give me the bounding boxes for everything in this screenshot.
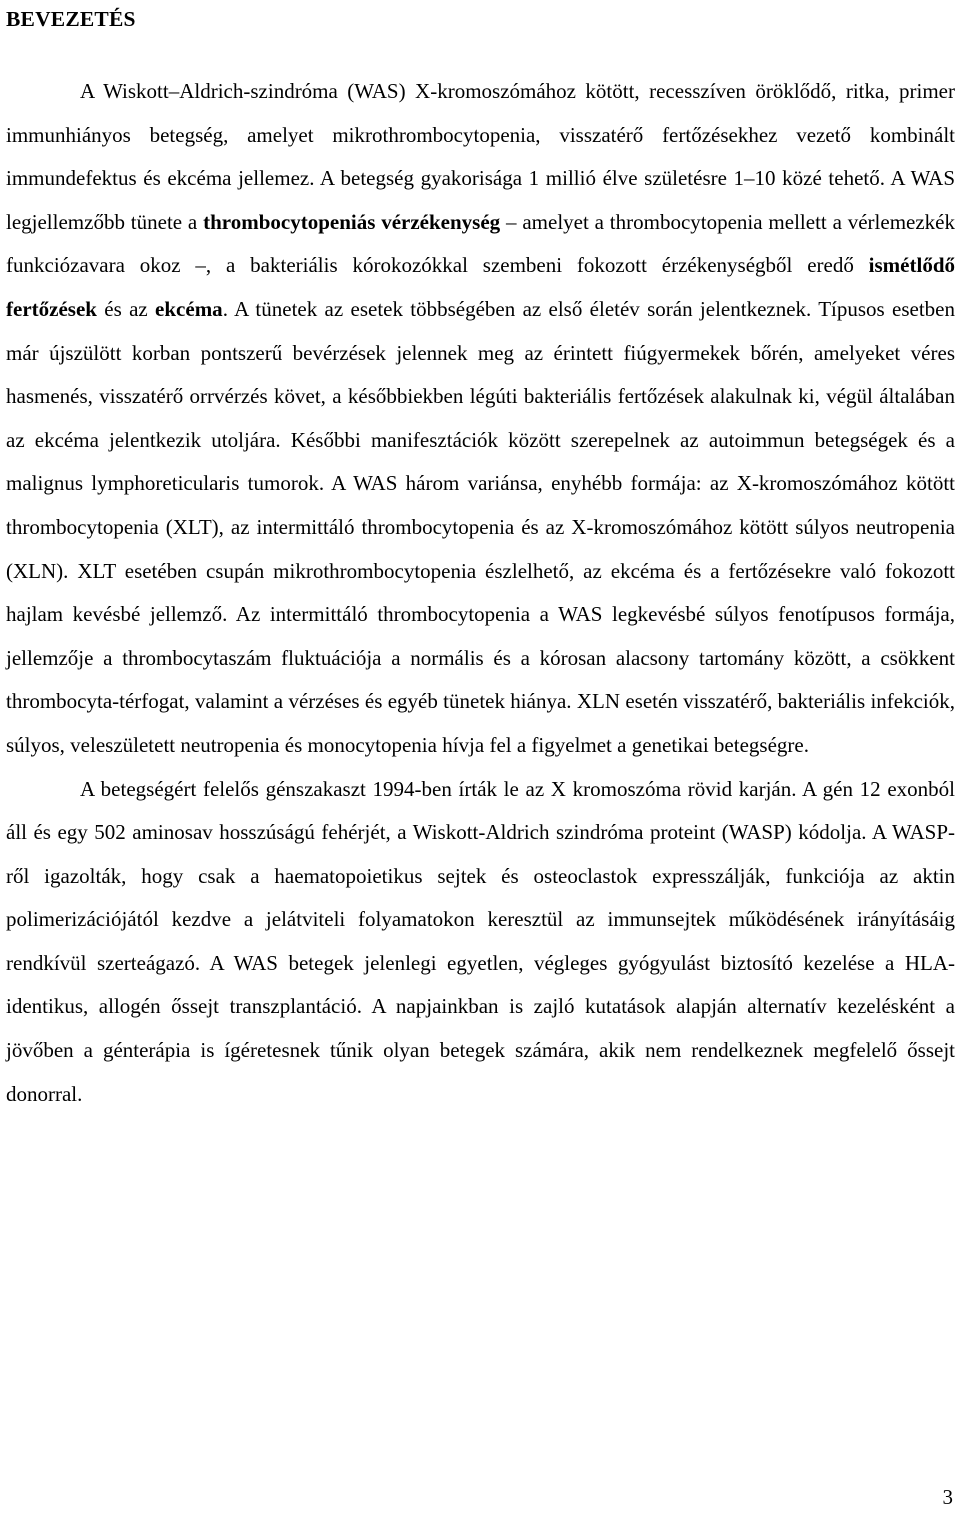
- paragraph-segment: – amelyet a thrombocytopenia mellett a vérlemezkék funkciózavara okoz –, a bakteriális kórokozókkal szembeni fokozott érzékenységből eredő: [6, 209, 955, 278]
- paragraph: [6, 70, 955, 768]
- page-number: 3: [942, 1485, 953, 1509]
- paragraph: [6, 768, 955, 1117]
- paragraph-segment: és az: [96, 296, 156, 321]
- emphasized-term: ismétlődő fertőzések: [6, 253, 955, 321]
- body-text: [6, 70, 955, 1116]
- section-heading: BEVEZETÉS: [6, 7, 136, 31]
- emphasized-term: ekcéma: [155, 296, 223, 321]
- paragraph-segment: A Wiskott–Aldrich-szindróma (WAS) X-kromoszómához kötött, recesszíven öröklődő, ritka, primer immunhiányos betegség, amelyet mikrothrombocytopenia, visszatérő fertőzésekhez vezető kombinált immundefektus és ekcéma jellemez. A betegség gyakorisága 1 millió élve születésre 1–10 közé tehető. A WAS legjellemzőbb tünete a: [6, 79, 955, 234]
- paragraph-segment: . A tünetek az esetek többségében az első életév során jelentkeznek. Típusos esetben már újszülött korban pontszerű bevérzések jelennek meg az érintett fiúgyermekek bőrén, amelyeket véres hasmenés, visszatérő orrvérzés követ, a későbbiekben légúti bakteriális fertőzések alakulnak ki, végül általában az ekcéma jelentkezik utoljára. Későbbi manifesztációk között szerepelnek az autoimmun betegségek és a malignus lymphoreticularis tumorok. A WAS három variánsa, enyhébb formája: az X-kromoszómához kötött thrombocytopenia (XLT), az intermittáló thrombocytopenia és az X-kromoszómához kötött súlyos neutropenia (XLN). XLT esetében csupán mikrothrombocytopenia észlelhető, az ekcéma és a fertőzésekre való fokozott hajlam kevésbé jellemző. Az intermittáló thrombocytopenia a WAS legkevésbé súlyos fenotípusos formája, jellemzője a thrombocytaszám fluktuációja a normális és a kórosan alacsony tartomány között, a csökkent thrombocyta-térfogat, valamint a vérzéses és egyéb tünetek hiánya. XLN esetén visszatérő, bakteriális infekciók, súlyos, veleszületett neutropenia és monocytopenia hívja fel a figyelmet a genetikai betegségre.: [6, 296, 956, 757]
- paragraph-segment: A betegségért felelős génszakaszt 1994-ben írták le az X kromoszóma rövid karján. A gén 12 exonból áll és egy 502 aminosav hosszúságú fehérjét, a Wiskott-Aldrich szindróma proteint (WASP) kódolja. A WASP-ről igazolták, hogy csak a haematopoietikus sejtek és osteoclastok expresszálják, funkciója az aktin polimerizációjától kezdve a jelátviteli folyamatokon keresztül az immunsejtek működésének irányításáig rendkívül szerteágazó. A WAS betegek jelenlegi egyetlen, végleges gyógyulást biztosító kezelése a HLA-identikus, allogén őssejt transzplantáció. A napjainkban is zajló kutatások alapján alternatív kezelésként a jövőben a génterápia is ígéretesnek tűnik olyan betegek számára, akik nem rendelkeznek megfelelő őssejt donorral.: [6, 776, 955, 1106]
- emphasized-term: thrombocytopeniás vérzékenység: [203, 209, 501, 234]
